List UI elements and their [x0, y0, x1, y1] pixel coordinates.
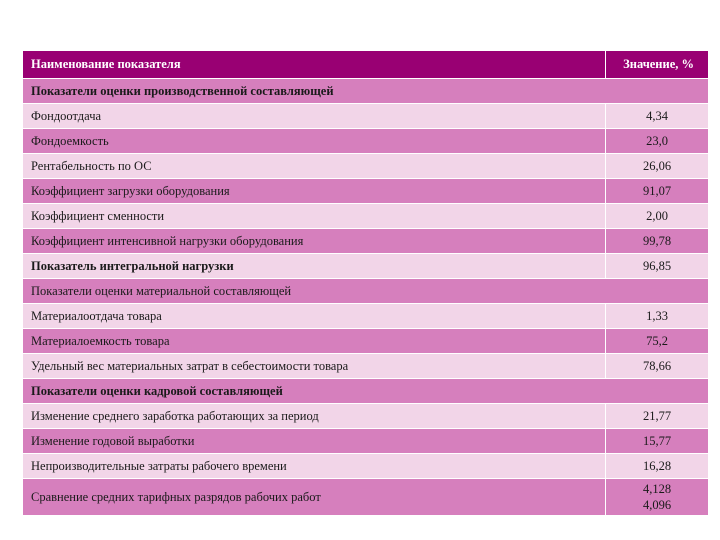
indicator-name: Показатель интегральной нагрузки	[23, 254, 606, 279]
table-row	[23, 304, 709, 329]
section-header-row	[23, 279, 709, 304]
table-body	[23, 79, 709, 516]
indicator-value: 1,33	[606, 304, 709, 329]
indicator-name: Рентабельность по ОС	[23, 154, 606, 179]
section-title: Показатели оценки кадровой составляющей	[23, 379, 709, 404]
table-row	[23, 254, 709, 279]
indicator-name: Непроизводительные затраты рабочего времени	[23, 454, 606, 479]
table-row	[23, 204, 709, 229]
indicator-value: 4,34	[606, 104, 709, 129]
table-row	[23, 354, 709, 379]
table-header-row	[23, 51, 709, 79]
indicator-name: Изменение годовой выработки	[23, 429, 606, 454]
indicator-name: Фондоотдача	[23, 104, 606, 129]
indicator-value: 2,00	[606, 204, 709, 229]
table-row	[23, 479, 709, 516]
indicator-name: Сравнение средних тарифных разрядов рабочих работ	[23, 479, 606, 516]
table-row	[23, 154, 709, 179]
indicator-value: 16,28	[606, 454, 709, 479]
section-header-row	[23, 379, 709, 404]
indicators-table	[22, 50, 709, 516]
indicator-value: 99,78	[606, 229, 709, 254]
indicator-value: 21,77	[606, 404, 709, 429]
indicator-value: 15,77	[606, 429, 709, 454]
table-row	[23, 404, 709, 429]
indicator-name: Материалоотдача товара	[23, 304, 606, 329]
indicator-value: 26,06	[606, 154, 709, 179]
indicator-name: Коэффициент интенсивной нагрузки оборудования	[23, 229, 606, 254]
indicator-name: Материалоемкость товара	[23, 329, 606, 354]
section-header-row	[23, 79, 709, 104]
indicator-value: 96,85	[606, 254, 709, 279]
indicator-value: 91,07	[606, 179, 709, 204]
indicator-name: Коэффициент загрузки оборудования	[23, 179, 606, 204]
table-row	[23, 104, 709, 129]
header-value: Значение, %	[606, 51, 709, 79]
table-row	[23, 179, 709, 204]
section-title: Показатели оценки производственной составляющей	[23, 79, 709, 104]
table-row	[23, 129, 709, 154]
header-indicator-name: Наименование показателя	[23, 51, 606, 79]
table-row	[23, 329, 709, 354]
indicator-value: 75,2	[606, 329, 709, 354]
indicator-name: Изменение среднего заработка работающих за период	[23, 404, 606, 429]
table-row	[23, 229, 709, 254]
table-row	[23, 454, 709, 479]
section-title: Показатели оценки материальной составляющей	[23, 279, 709, 304]
indicator-name: Удельный вес материальных затрат в себестоимости товара	[23, 354, 606, 379]
table-row	[23, 429, 709, 454]
indicator-name: Коэффициент сменности	[23, 204, 606, 229]
indicator-value: 78,66	[606, 354, 709, 379]
indicator-value: 4,128 4,096	[606, 479, 709, 516]
indicator-name: Фондоемкость	[23, 129, 606, 154]
indicator-value: 23,0	[606, 129, 709, 154]
